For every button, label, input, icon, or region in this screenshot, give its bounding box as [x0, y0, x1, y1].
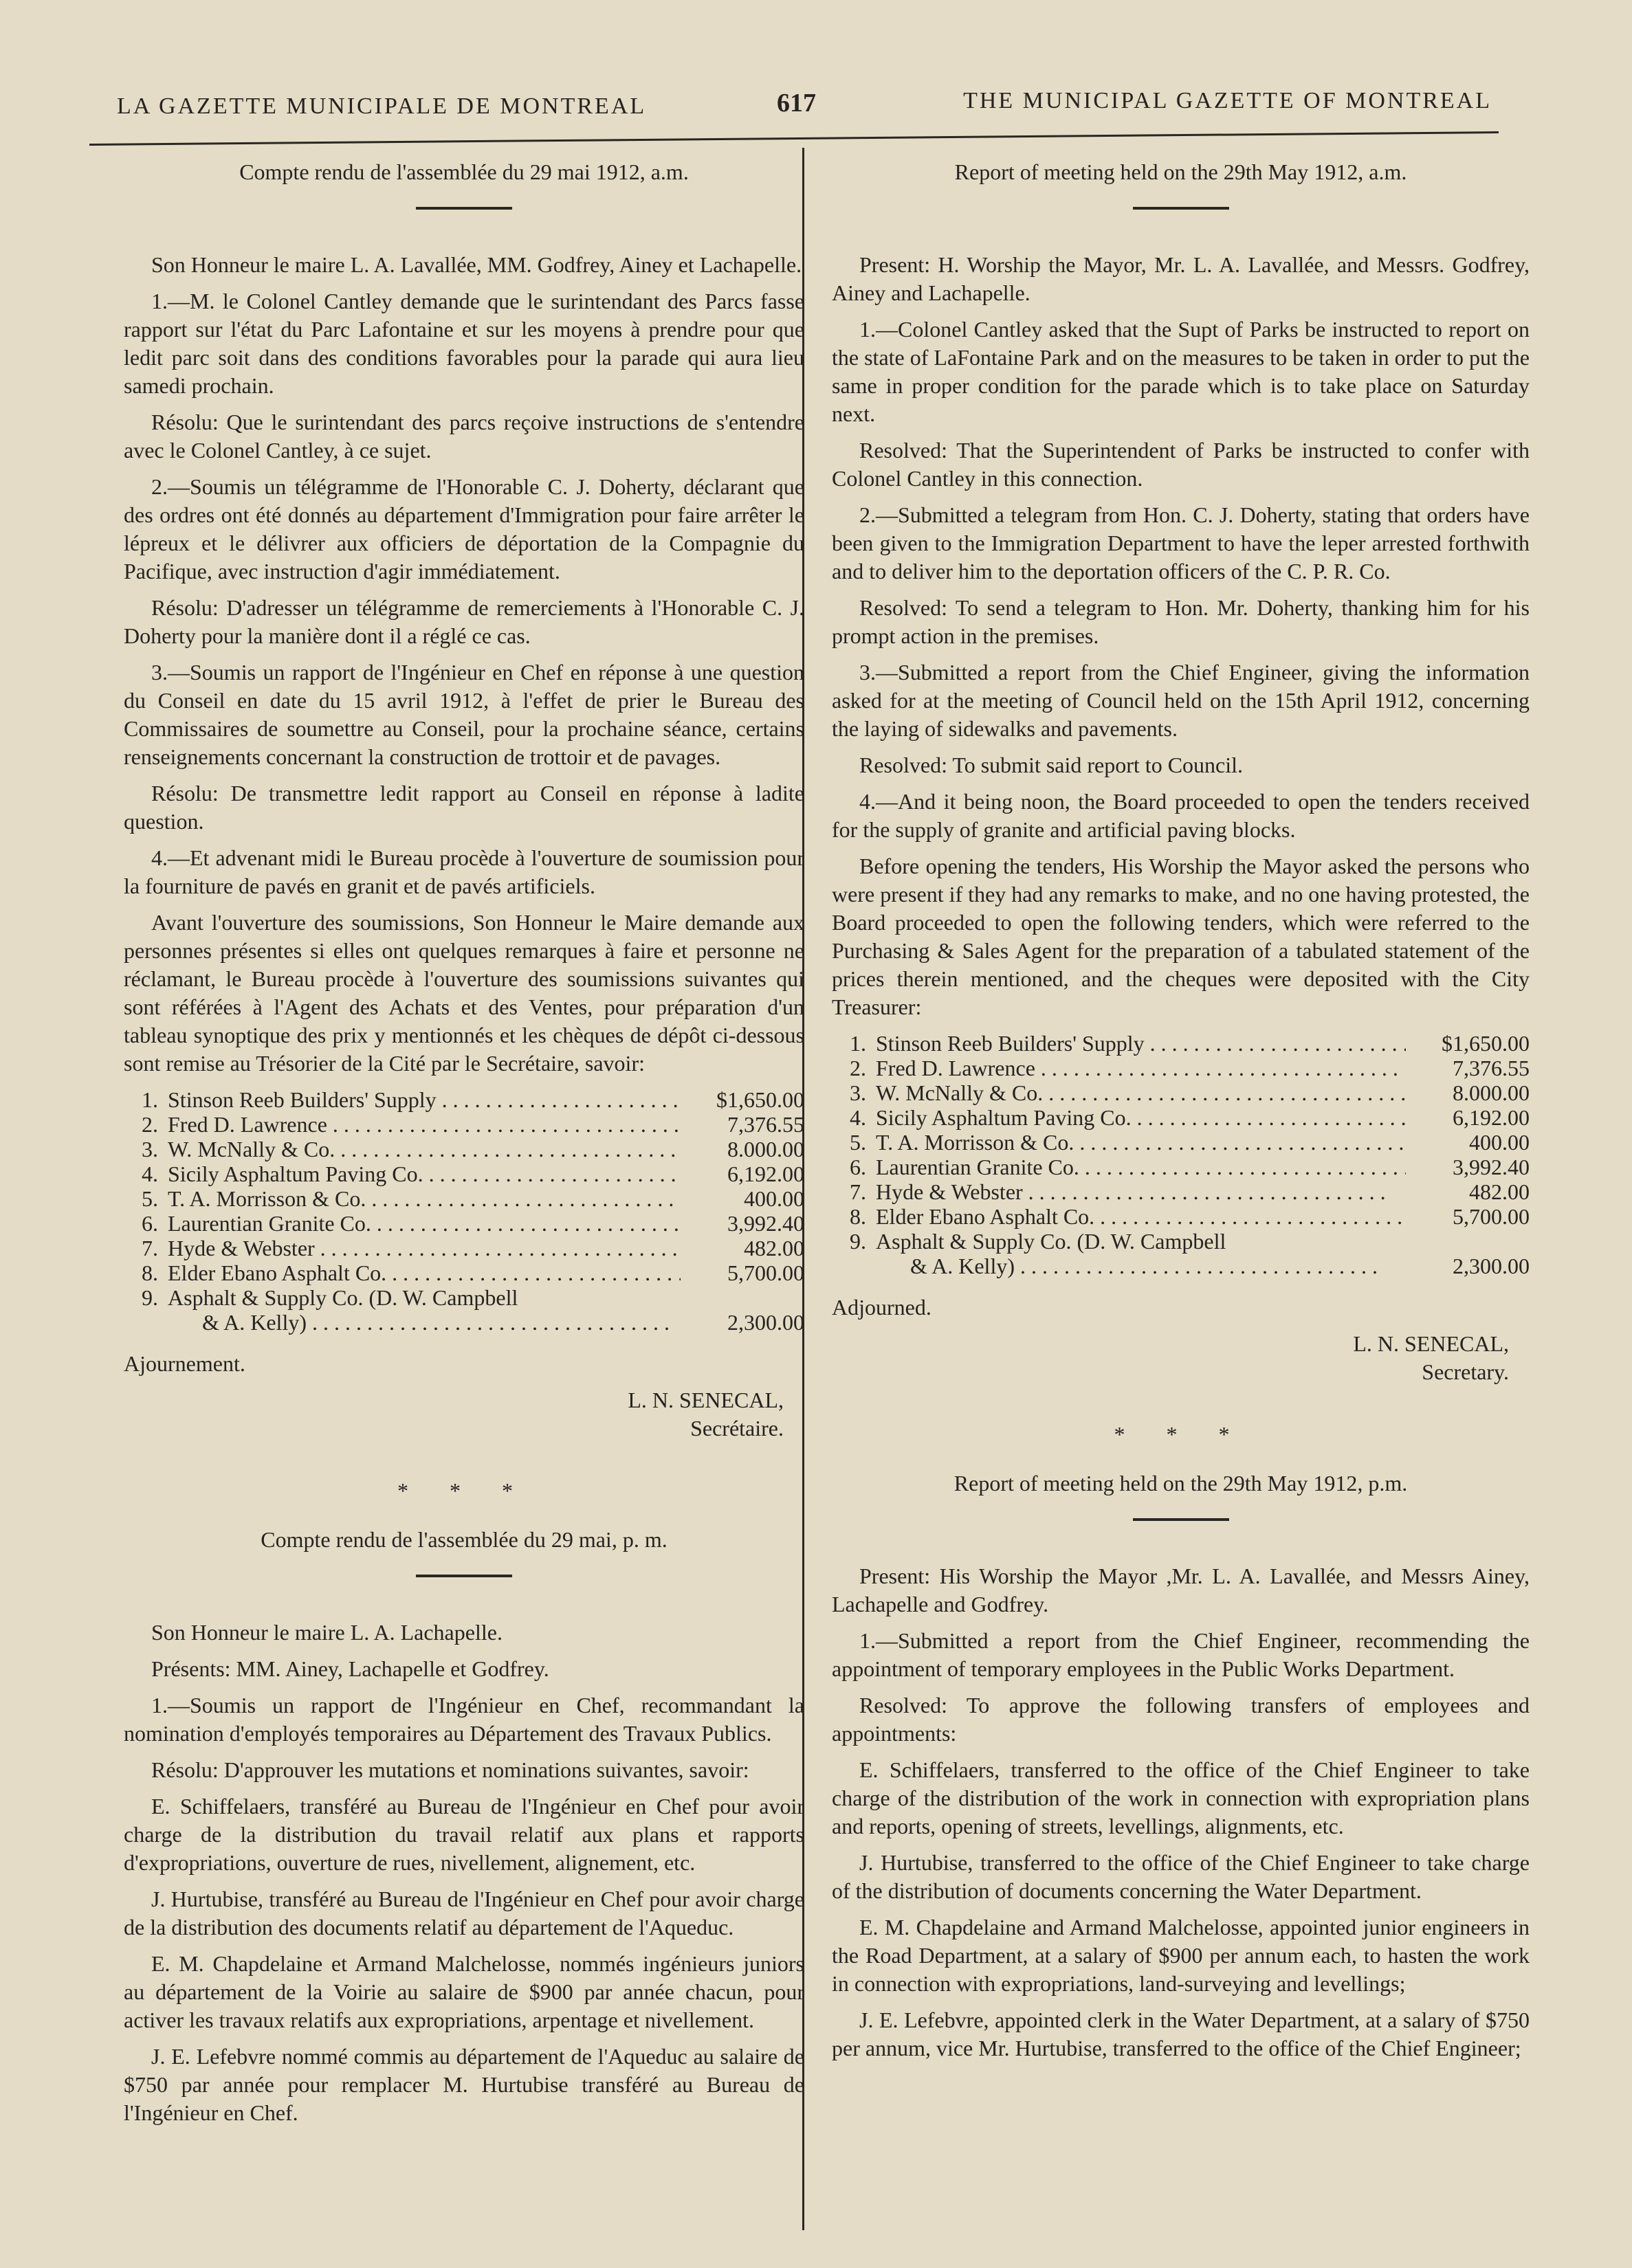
french-am-report [124, 158, 804, 1443]
report-heading: Compte rendu de l'assemblée du 29 mai 1912, a.m. [239, 159, 689, 184]
english-column [832, 158, 1530, 2071]
item-paragraph: 2.—Soumis un télégramme de l'Honorable C. J. Doherty, déclarant que des ordres ont été donnés au département d'Immigration pour faire arrêter le lépreux et le délivrer aux officiers de déportation de la Compagnie du Pacifique, avec instruction d'agir immédiatement. [124, 474, 804, 583]
tender-amount: $1,650.00 [1442, 1031, 1530, 1056]
tender-number: 7. [142, 1236, 158, 1260]
tender-number: 2. [142, 1112, 158, 1137]
tender-row [124, 1260, 804, 1285]
tender-number: 3. [142, 1137, 158, 1161]
tender-row [124, 1137, 804, 1161]
tender-amount: 8.000.00 [727, 1137, 804, 1161]
tender-name: Laurentian Granite Co. . . . [876, 1155, 1406, 1179]
tender-number: 1. [850, 1031, 866, 1056]
resolution-paragraph: Resolved: To submit said report to Council. [859, 753, 1244, 777]
tender-amount: 5,700.00 [1453, 1204, 1530, 1229]
attendance-paragraph: Présents: MM. Ainey, Lachapelle et Godfrey. [151, 1656, 549, 1681]
english-pm-report [832, 1469, 1530, 2063]
tender-number: 2. [850, 1056, 866, 1080]
tender-name: Sicily Asphaltum Paving Co. . . . [168, 1161, 681, 1186]
attendance-paragraph: Son Honneur le maire L. A. Lachapelle. [151, 1620, 503, 1645]
appointment-paragraph: E. Schiffelaers, transferred to the office of the Chief Engineer to take charge of the distribution of the work in connection with expropriation plans and reports, opening of streets, levellings, alignments, etc. [832, 1757, 1530, 1838]
tender-name: Asphalt & Supply Co. (D. W. Campbell [876, 1229, 1226, 1254]
signature-title: Secretary. [1422, 1359, 1509, 1384]
signature-block [124, 1386, 784, 1443]
item-paragraph: 4.—Et advenant midi le Bureau procède à l'ouverture de soumission pour la fourniture de pavés en granit et de pavés artificiels. [124, 845, 804, 898]
section-rule [1133, 1518, 1229, 1521]
tender-row [124, 1186, 804, 1211]
tender-row [124, 1161, 804, 1186]
tender-amount: 7,376.55 [727, 1112, 804, 1137]
tender-row [832, 1080, 1530, 1105]
tender-number: 6. [850, 1155, 866, 1179]
tender-row [832, 1229, 1530, 1254]
adjourn-note: Adjourned. [832, 1295, 931, 1320]
appointment-paragraph: E. M. Chapdelaine et Armand Malchelosse, nommés ingénieurs juniors au département de la Voirie au salaire de $900 par année chacun, pour activer les travaux relatifs aux expropriations, arpentage et nivellement. [124, 1951, 804, 2032]
tender-name: W. McNally & Co. . . . [876, 1080, 1406, 1105]
tender-name: & A. Kelly) . . . [168, 1310, 681, 1335]
tender-row [124, 1310, 804, 1335]
tender-name: T. A. Morrisson & Co. . . . [876, 1130, 1406, 1155]
tender-list [832, 1031, 1530, 1278]
tender-amount: 400.00 [744, 1186, 804, 1211]
appointment-paragraph: J. Hurtubise, transferred to the office of the Chief Engineer to take charge of the distribution of documents concerning the Water Department. [832, 1850, 1530, 1903]
item-paragraph: 1.—M. le Colonel Cantley demande que le surintendant des Parcs fasse rapport sur l'état du Parc Lafontaine et sur les moyens à prendre pour que ledit parc soit dans des conditions favorables pour la parade qui aura lieu samedi prochain. [124, 289, 804, 398]
tender-row [124, 1112, 804, 1137]
french-pm-report [124, 1526, 804, 2127]
item-paragraph: Before opening the tenders, His Worship the Mayor asked the persons who were present if they had any remarks to make, and no one having protested, the Board proceeded to open the following tenders, which were referred to the Purchasing & Sales Agent for the preparation of a tabulated statement of the prices therein mentioned, and the cheques were deposited with the City Treasurer: [832, 854, 1530, 1019]
tender-number: 4. [850, 1105, 866, 1130]
tender-row [832, 1179, 1530, 1204]
section-separator: * * * [1114, 1422, 1248, 1447]
appointment-paragraph: J. E. Lefebvre, appointed clerk in the Water Department, at a salary of $750 per annum, vice Mr. Hurtubise, transferred to the office of the Chief Engineer; [832, 2008, 1530, 2060]
resolution-paragraph: Resolved: That the Superintendent of Parks be instructed to confer with Colonel Cantley in this connection. [832, 438, 1530, 491]
tender-number: 8. [142, 1260, 158, 1285]
tender-amount: 5,700.00 [727, 1260, 804, 1285]
item-paragraph: Avant l'ouverture des soumissions, Son Honneur le Maire demande aux personnes présentes si elles ont quelques remarques à faire et personne ne réclamant, le Bureau procède à l'ouverture des soumissions suivantes qui sont référées à l'Agent des Achats et des Ventes, pour préparation d'un tableau synoptique des prix y mentionnés et les chèques de dépôt ci-dessous sont remise au Trésorier de la Cité par le Secrétaire, savoir: [124, 910, 804, 1076]
tender-number: 8. [850, 1204, 866, 1229]
section-rule [1133, 207, 1229, 210]
tender-amount: 3,992.40 [1453, 1155, 1530, 1179]
tender-amount: 2,300.00 [1453, 1254, 1530, 1278]
tender-name: Elder Ebano Asphalt Co. . . . [168, 1260, 681, 1285]
signature-name: L. N. SENECAL, [1353, 1331, 1509, 1356]
resolution-paragraph: Résolu: D'adresser un télégramme de remerciements à l'Honorable C. J. Doherty pour la manière dont il a réglé ce cas. [124, 595, 804, 648]
page-header [89, 88, 1492, 136]
tender-row [832, 1254, 1530, 1278]
tender-row [832, 1105, 1530, 1130]
resolution-paragraph: Resolved: To send a telegram to Hon. Mr. Doherty, thanking him for his prompt action in the premises. [832, 595, 1530, 648]
tender-name: Stinson Reeb Builders' Supply . . . [168, 1087, 681, 1112]
item-paragraph: 1.—Soumis un rapport de l'Ingénieur en Chef, recommandant la nomination d'employés temporaires au Département des Travaux Publics. [124, 1693, 804, 1746]
report-heading: Report of meeting held on the 29th May 1912, a.m. [954, 159, 1407, 184]
tender-amount: 7,376.55 [1453, 1056, 1530, 1080]
tender-amount: 400.00 [1469, 1130, 1530, 1155]
item-paragraph: 4.—And it being noon, the Board proceeded to open the tenders received for the supply of granite and artificial paving blocks. [832, 789, 1530, 842]
resolution-paragraph: Résolu: De transmettre ledit rapport au Conseil en réponse à ladite question. [124, 781, 804, 834]
header-title-english: THE MUNICIPAL GAZETTE OF MONTREAL [963, 88, 1492, 113]
tender-name: T. A. Morrisson & Co. . . . [168, 1186, 681, 1211]
tender-number: 9. [850, 1229, 866, 1254]
attendance-paragraph: Son Honneur le maire L. A. Lavallée, MM. Godfrey, Ainey et Lachapelle. [151, 252, 802, 277]
item-paragraph: 1.—Colonel Cantley asked that the Supt of Parks be instructed to report on the state of LaFontaine Park and on the measures to be taken in order to put the same in proper condition for the parade which is to take place on Saturday next. [832, 317, 1530, 426]
tender-name: Sicily Asphaltum Paving Co. . . . [876, 1105, 1406, 1130]
appointment-paragraph: J. Hurtubise, transféré au Bureau de l'Ingénieur en Chef pour avoir charge de la distribution des documents relatif au département de l'Aqueduc. [124, 1887, 804, 1939]
tender-row [832, 1031, 1530, 1056]
tender-amount: 6,192.00 [727, 1161, 804, 1186]
tender-amount: $1,650.00 [716, 1087, 804, 1112]
tender-name: Fred D. Lawrence . . . [876, 1056, 1406, 1080]
tender-number: 4. [142, 1161, 158, 1186]
tender-row [832, 1155, 1530, 1179]
tender-name: Stinson Reeb Builders' Supply . . . [876, 1031, 1406, 1056]
appointment-paragraph: E. M. Chapdelaine and Armand Malchelosse, appointed junior engineers in the Road Department, at a salary of $900 per annum each, to hasten the work in connection with expropriations, land-surveying and levellings; [832, 1915, 1530, 1996]
tender-amount: 3,992.40 [727, 1211, 804, 1236]
item-paragraph: 1.—Submitted a report from the Chief Engineer, recommending the appointment of temporary employees in the Public Works Department. [832, 1628, 1530, 1681]
tender-name: Asphalt & Supply Co. (D. W. Campbell [168, 1285, 518, 1310]
tender-number: 5. [142, 1186, 158, 1211]
tender-row [124, 1211, 804, 1236]
tender-name: Hyde & Webster . . . [876, 1179, 1406, 1204]
signature-name: L. N. SENECAL, [628, 1388, 784, 1412]
tender-number: 1. [142, 1087, 158, 1112]
tender-number: 3. [850, 1080, 866, 1105]
section-rule [416, 1575, 512, 1577]
tender-number: 9. [142, 1285, 158, 1310]
tender-amount: 6,192.00 [1453, 1105, 1530, 1130]
adjourn-note: Ajournement. [124, 1351, 245, 1376]
tender-row [124, 1285, 804, 1310]
signature-block [832, 1330, 1509, 1386]
page-number: 617 [777, 89, 816, 118]
report-heading: Report of meeting held on the 29th May 1912, p.m. [953, 1471, 1408, 1496]
report-heading: Compte rendu de l'assemblée du 29 mai, p. m. [261, 1527, 668, 1552]
tender-row [832, 1130, 1530, 1155]
section-rule [416, 207, 512, 210]
tender-amount: 2,300.00 [727, 1310, 804, 1335]
tender-row [832, 1204, 1530, 1229]
appointment-paragraph: E. Schiffelaers, transféré au Bureau de l'Ingénieur en Chef pour avoir charge de la distribution du travail relatif aux plans et rapports d'expropriations, ouverture de rues, nivellement, alignement, etc. [124, 1794, 804, 1875]
french-column [124, 158, 804, 2135]
tender-name: Hyde & Webster . . . [168, 1236, 681, 1260]
tender-list [124, 1087, 804, 1335]
tender-row [124, 1236, 804, 1260]
tender-name: W. McNally & Co. . . . [168, 1137, 681, 1161]
signature-title: Secrétaire. [690, 1416, 784, 1441]
resolution-paragraph: Resolved: To approve the following transfers of employees and appointments: [832, 1693, 1530, 1746]
resolution-paragraph: Résolu: D'approuver les mutations et nominations suivantes, savoir: [151, 1757, 749, 1782]
tender-amount: 8.000.00 [1453, 1080, 1530, 1105]
attendance-paragraph: Present: H. Worship the Mayor, Mr. L. A. Lavallée, and Messrs. Godfrey, Ainey and Lachapelle. [832, 252, 1530, 305]
item-paragraph: 3.—Soumis un rapport de l'Ingénieur en Chef en réponse à une question du Conseil en date du 15 avril 1912, à l'effet de prier le Bureau des Commissaires de soumettre au Conseil, pour la prochaine séance, certains renseignements concernant la construction de trottoir et de pavages. [124, 660, 804, 769]
tender-row [832, 1056, 1530, 1080]
tender-amount: 482.00 [744, 1236, 804, 1260]
item-paragraph: 2.—Submitted a telegram from Hon. C. J. Doherty, stating that orders have been given to the Immigration Department to have the leper arrested forthwith and to deliver him to the deportation officers of the C. P. R. Co. [832, 502, 1530, 583]
tender-name: Fred D. Lawrence . . . [168, 1112, 681, 1137]
tender-number: 5. [850, 1130, 866, 1155]
tender-name: Elder Ebano Asphalt Co. . . . [876, 1204, 1406, 1229]
tender-number: 6. [142, 1211, 158, 1236]
item-paragraph: 3.—Submitted a report from the Chief Engineer, giving the information asked for at the meeting of Council held on the 15th April 1912, concerning the laying of sidewalks and pavements. [832, 660, 1530, 741]
tender-name: Laurentian Granite Co. . . . [168, 1211, 681, 1236]
resolution-paragraph: Résolu: Que le surintendant des parcs reçoive instructions de s'entendre avec le Colonel Cantley, à ce sujet. [124, 410, 804, 463]
header-title-french: LA GAZETTE MUNICIPALE DE MONTREAL [117, 93, 647, 119]
tender-name: & A. Kelly) . . . [876, 1254, 1406, 1278]
tender-amount: 482.00 [1469, 1179, 1530, 1204]
appointment-paragraph: J. E. Lefebvre nommé commis au département de l'Aqueduc au salaire de $750 par année pour remplacer M. Hurtubise transféré au Bureau de l'Ingénieur en Chef. [124, 2044, 804, 2125]
tender-number: 7. [850, 1179, 866, 1204]
attendance-paragraph: Present: His Worship the Mayor ,Mr. L. A. Lavallée, and Messrs Ainey, Lachapelle and Godfrey. [832, 1564, 1530, 1616]
english-am-report [832, 158, 1530, 1386]
section-separator: * * * [397, 1478, 531, 1503]
tender-row [124, 1087, 804, 1112]
